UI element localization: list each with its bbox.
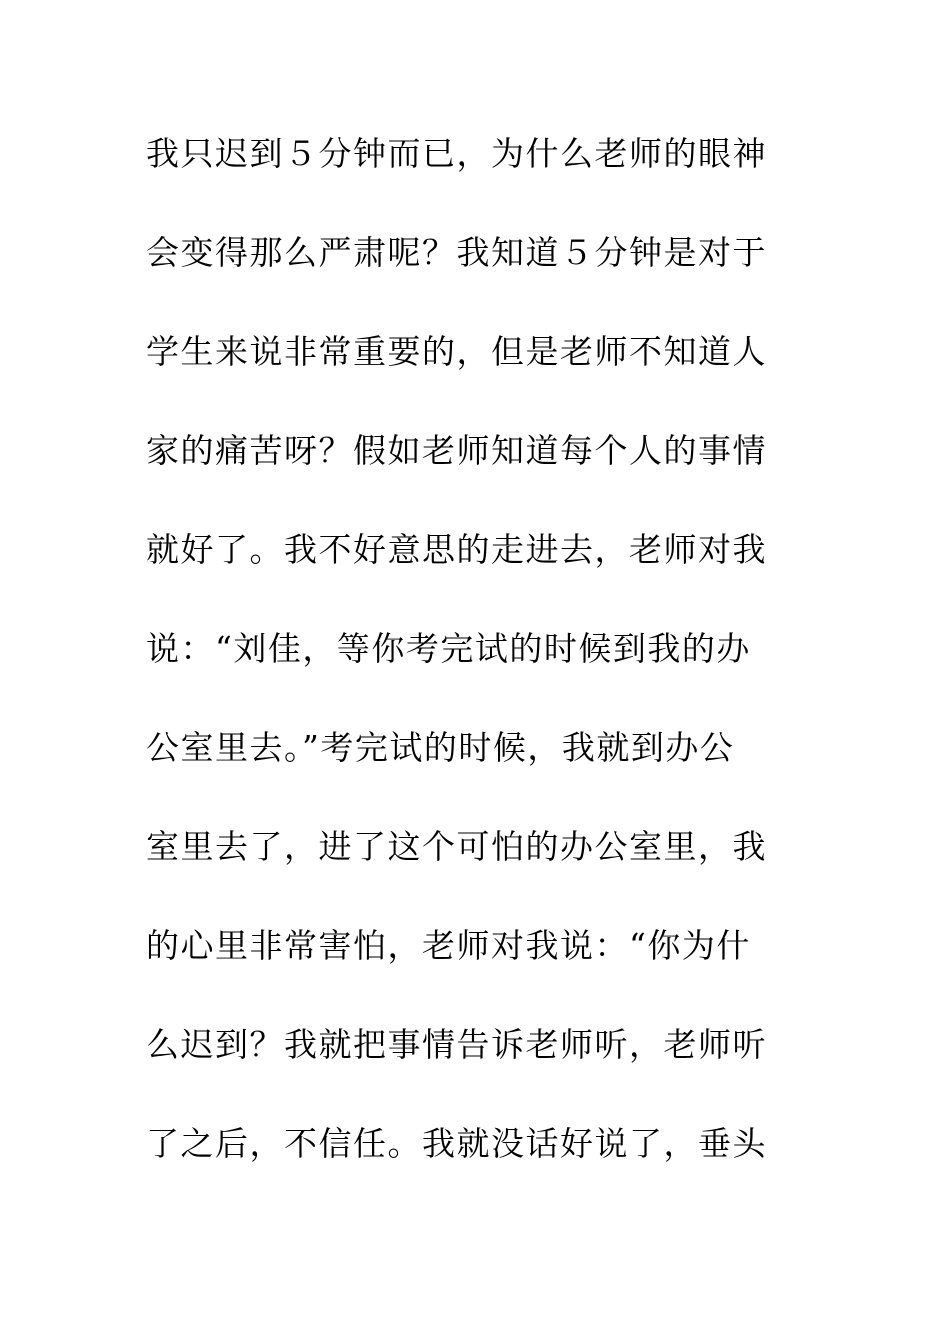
text-line-6: 说：“刘佳，等你考完试的时候到我的办 — [146, 629, 751, 668]
text-line-1: 我只迟到５分钟而已，为什么老师的眼神 — [146, 134, 767, 173]
text-line-8: 室里去了，进了这个可怕的办公室里，我 — [146, 827, 767, 866]
text-line-10: 么迟到？我就把事情告诉老师听，老师听 — [146, 1025, 767, 1064]
text-line-5: 就好了。我不好意思的走进去，老师对我 — [146, 530, 767, 569]
text-line-4: 家的痛苦呀？假如老师知道每个人的事情 — [146, 431, 767, 470]
text-line-9: 的心里非常害怕，老师对我说：“你为什 — [146, 926, 751, 965]
text-line-7: 公室里去。”考完试的时候，我就到办公 — [146, 728, 735, 767]
text-line-2: 会变得那么严肃呢？我知道５分钟是对于 — [146, 233, 767, 272]
text-line-11: 了之后，不信任。我就没话好说了，垂头 — [146, 1124, 767, 1163]
text-line-3: 学生来说非常重要的，但是老师不知道人 — [146, 332, 767, 371]
body-text — [146, 126, 816, 1215]
